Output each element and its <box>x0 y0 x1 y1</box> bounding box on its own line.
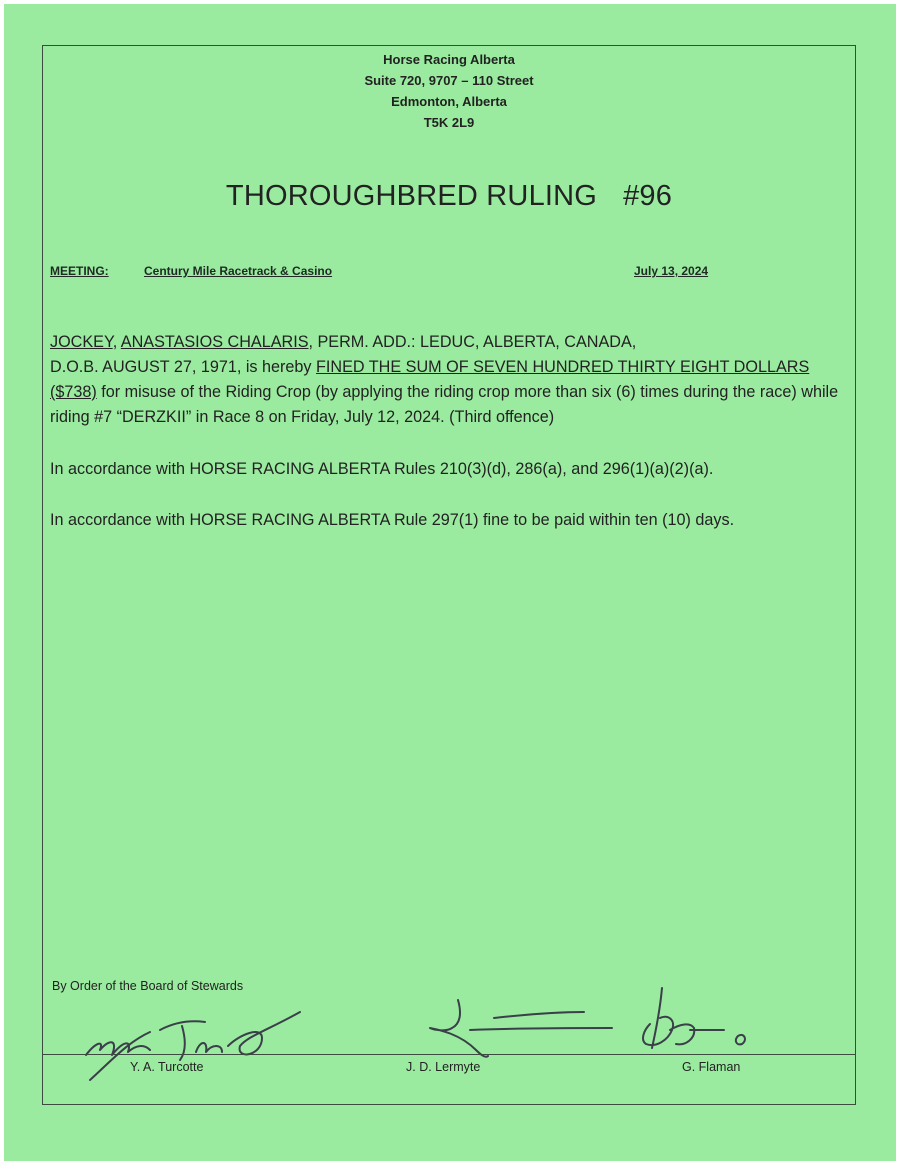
ruling-title-text: THOROUGHBRED RULING <box>225 180 598 212</box>
meeting-date: July 13, 2024 <box>634 264 709 278</box>
meeting-label: MEETING: <box>50 264 109 278</box>
jockey-dob: D.O.B. AUGUST 27, 1971, is hereby <box>50 358 317 376</box>
fine-amount: ($738) <box>50 383 97 401</box>
fine-text: FINED THE SUM OF SEVEN HUNDRED THIRTY EIGHT DOLLARS <box>316 358 810 376</box>
postal-code: T5K 2L9 <box>423 115 475 130</box>
ruling-title <box>42 180 856 213</box>
steward-name-lermyte: J. D. Lermyte <box>406 1060 481 1074</box>
jockey-label: JOCKEY <box>50 333 113 351</box>
ruling-paragraph-3: In accordance with HORSE RACING ALBERTA Rule 297(1) fine to be paid within ten (10) days. <box>50 511 735 529</box>
jockey-address: , PERM. ADD.: LEDUC, ALBERTA, CANADA, <box>308 333 637 351</box>
separator: , <box>112 333 121 351</box>
org-name: Horse Racing Alberta <box>383 52 515 67</box>
jockey-name: ANASTASIOS CHALARIS <box>120 333 309 351</box>
steward-name-flaman: G. Flaman <box>682 1060 741 1074</box>
order-text: By Order of the Board of Stewards <box>52 979 244 993</box>
signature-line <box>42 1054 856 1055</box>
steward-name-turcotte: Y. A. Turcotte <box>130 1060 204 1074</box>
ruling-number: #96 <box>623 180 673 212</box>
meeting-venue: Century Mile Racetrack & Casino <box>144 264 333 278</box>
ruling-paragraph-1 <box>50 330 850 430</box>
offence-details: for misuse of the Riding Crop (by applying the riding crop more than six (6) times during the race) while riding #7 “DERZKII” in Race 8 on Friday, July 12, 2024. (Third offence) <box>50 383 839 426</box>
address-line-2: Edmonton, Alberta <box>391 94 507 109</box>
ruling-paragraph-2: In accordance with HORSE RACING ALBERTA Rules 210(3)(d), 286(a), and 296(1)(a)(2)(a). <box>50 460 714 478</box>
address-line-1: Suite 720, 9707 – 110 Street <box>364 73 534 88</box>
